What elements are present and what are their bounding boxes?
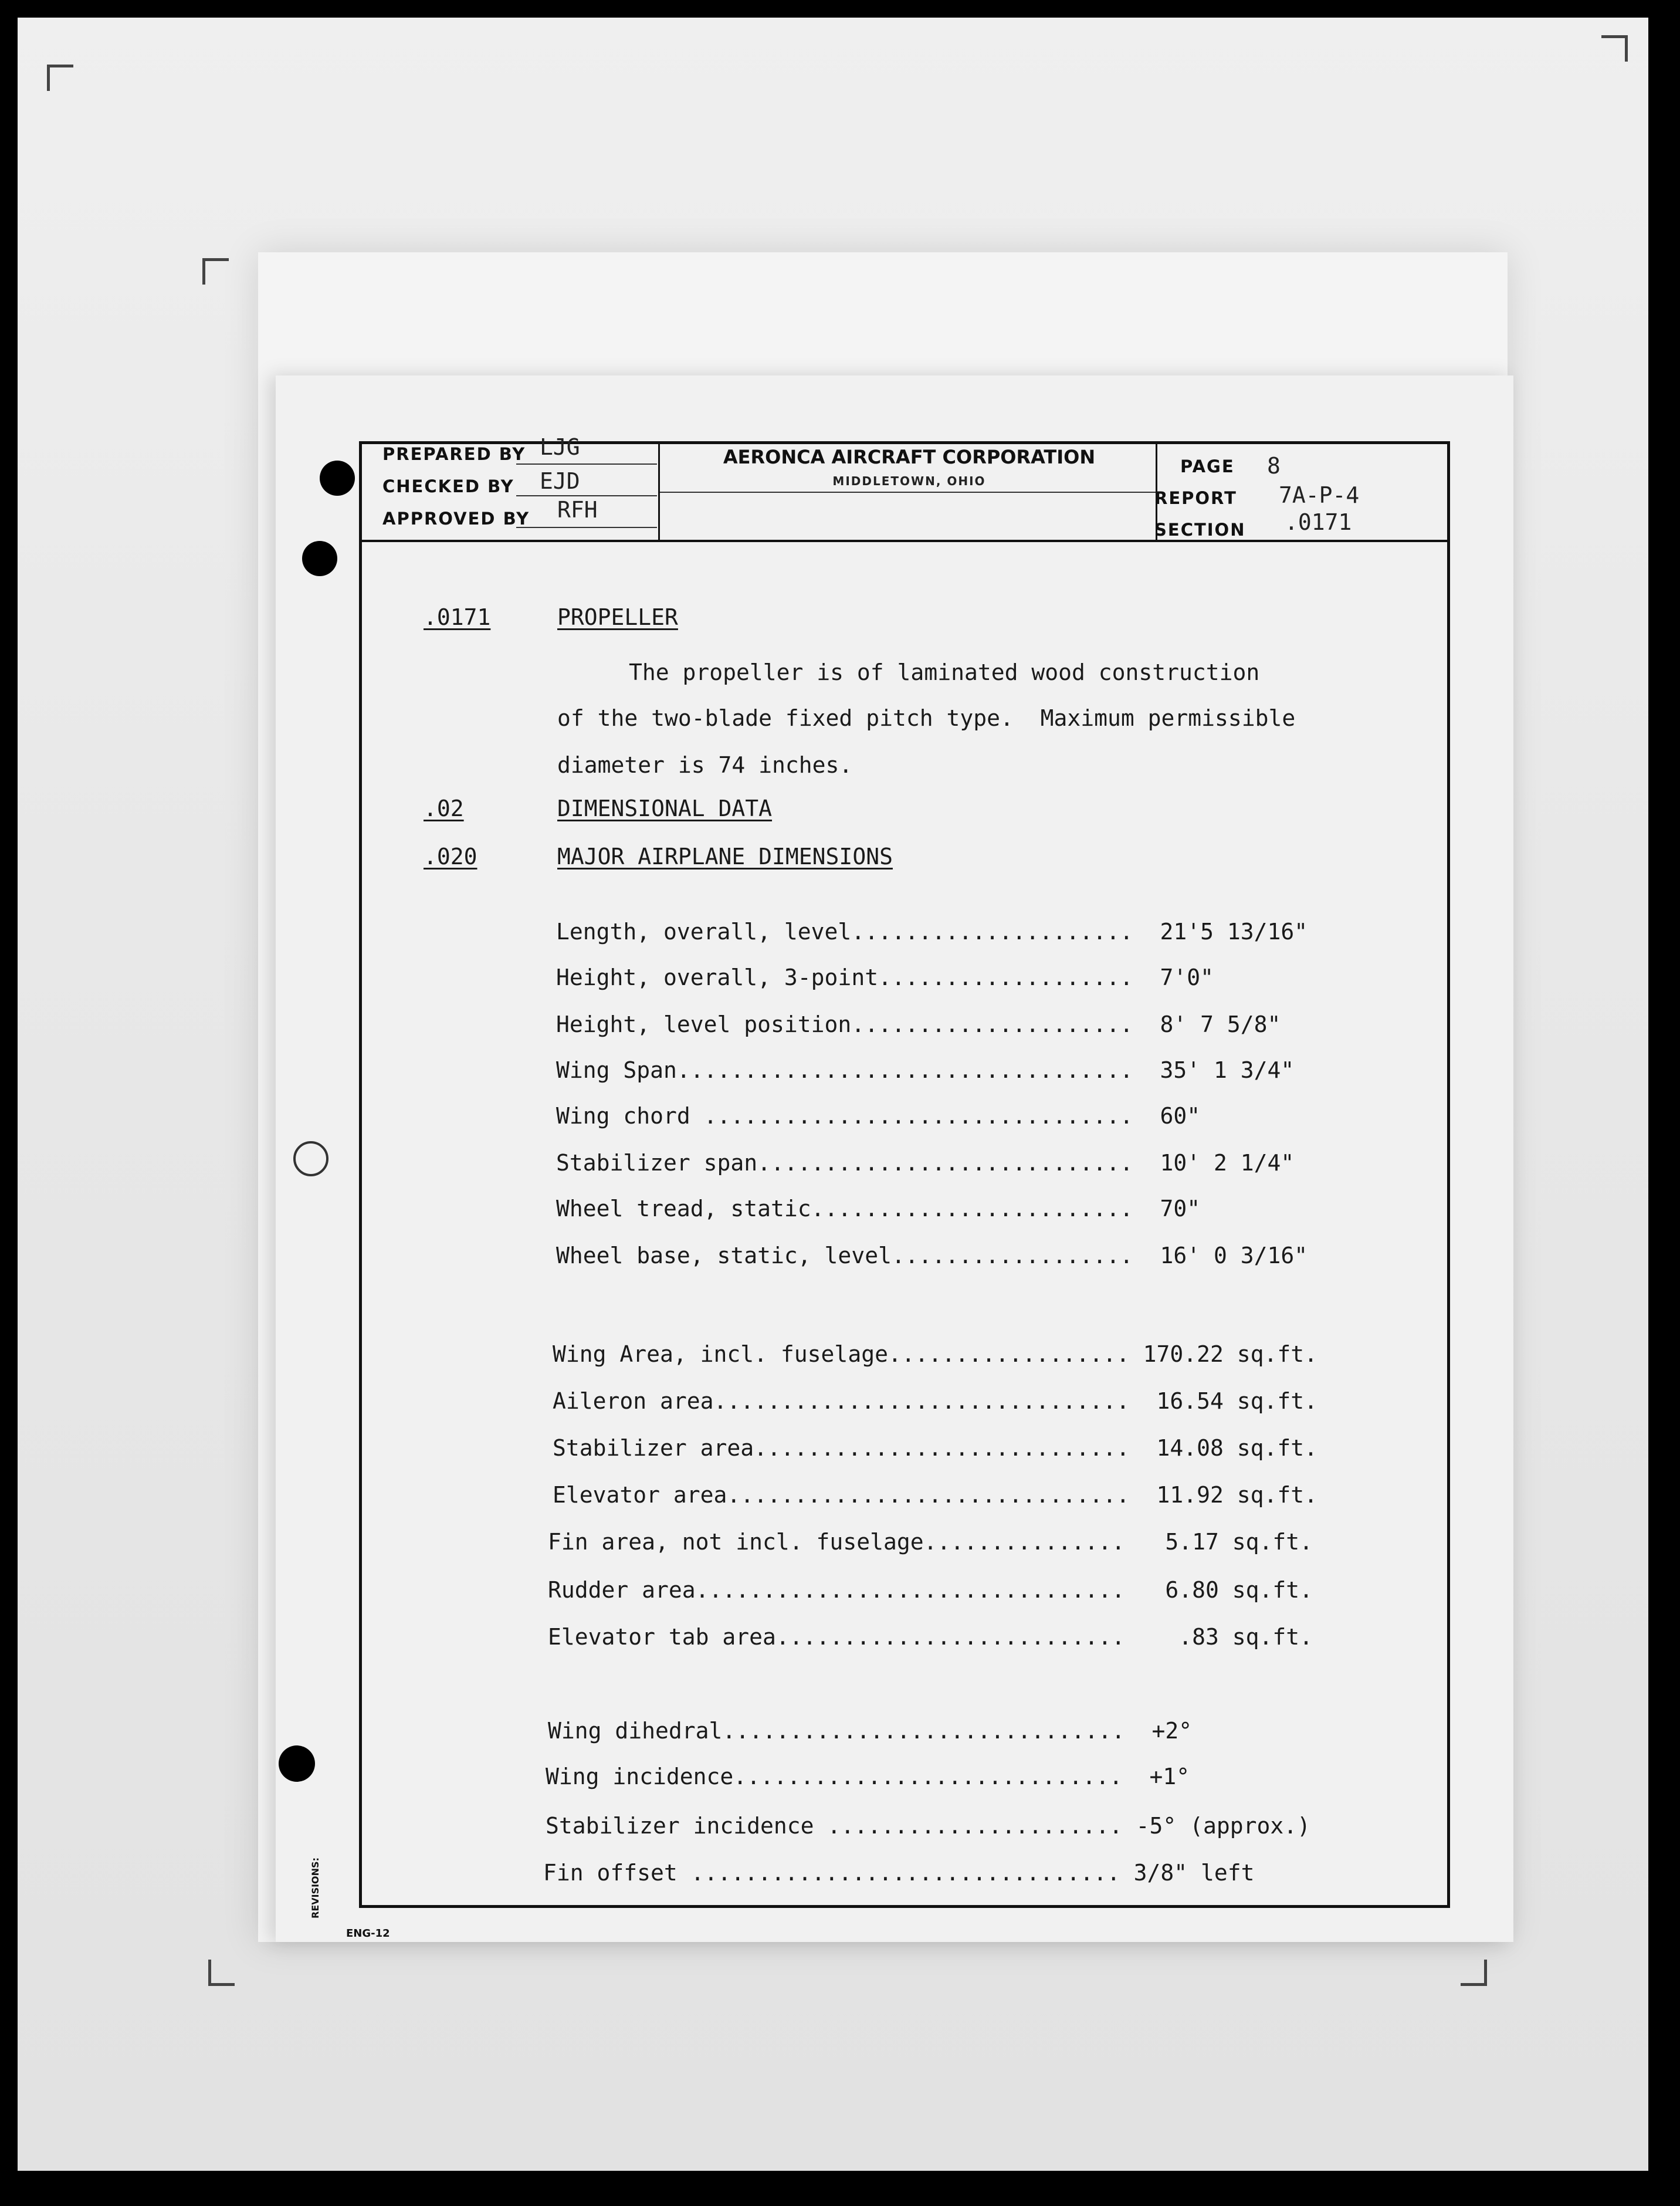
section-title-dimensional: DIMENSIONAL DATA	[557, 796, 773, 821]
page-number: 8	[1267, 453, 1281, 479]
form-number: ENG-12	[346, 1927, 390, 1940]
prepared-by-label: PREPARED BY	[382, 444, 526, 464]
signature-line	[516, 495, 657, 496]
propeller-text-line: of the two-blade fixed pitch type. Maximum permissible	[557, 705, 1296, 731]
corner-mark	[47, 65, 73, 91]
dimension-row: Height, overall, 3-point................... 7'0"	[556, 965, 1214, 990]
area-row: Wing Area, incl. fuselage.................. 170.22 sq.ft.	[553, 1341, 1318, 1367]
section-number-propeller: .0171	[424, 604, 491, 630]
approved-by-value: RFH	[557, 497, 598, 523]
area-row: Elevator area.............................. 11.92 sq.ft.	[553, 1482, 1318, 1508]
area-row: Fin area, not incl. fuselage............... 5.17 sq.ft.	[548, 1529, 1313, 1555]
checked-by-label: CHECKED BY	[382, 476, 514, 496]
signature-line	[516, 463, 657, 465]
area-row: Elevator tab area.......................... .83 sq.ft.	[548, 1624, 1313, 1650]
corner-mark	[208, 1960, 235, 1986]
section-number-dimensional: .02	[424, 796, 464, 821]
corner-mark	[1461, 1960, 1487, 1986]
angle-row: Stabilizer incidence ...................... -5° (approx.)	[546, 1813, 1311, 1839]
dimension-row: Stabilizer span............................ 10' 2 1/4"	[556, 1150, 1295, 1176]
section-number-major: .020	[424, 844, 477, 869]
angle-row: Wing dihedral.............................. +2°	[548, 1718, 1193, 1744]
section-number: .0171	[1285, 509, 1352, 535]
area-row: Stabilizer area............................ 14.08 sq.ft.	[553, 1435, 1318, 1461]
propeller-text-line: diameter is 74 inches.	[557, 752, 853, 778]
header-divider	[658, 441, 660, 541]
area-row: Rudder area................................ 6.80 sq.ft.	[548, 1577, 1313, 1603]
page-label: PAGE	[1180, 456, 1235, 476]
propeller-text-line: The propeller is of laminated wood construction	[629, 659, 1260, 685]
dimension-row: Length, overall, level..................... 21'5 13/16"	[556, 919, 1308, 945]
company-name: AERONCA AIRCRAFT CORPORATION	[723, 446, 1096, 468]
area-row: Aileron area............................... 16.54 sq.ft.	[553, 1388, 1318, 1414]
prepared-by-value: LJG	[540, 434, 580, 460]
dimension-row: Wheel base, static, level.................. 16' 0 3/16"	[556, 1243, 1308, 1268]
dimension-row: Wing Span.................................. 35' 1 3/4"	[556, 1057, 1295, 1083]
dimension-row: Wing chord ................................ 60"	[556, 1103, 1201, 1129]
binder-hole	[293, 1141, 328, 1176]
approved-by-label: APPROVED BY	[382, 509, 530, 529]
header-rule	[660, 492, 1156, 493]
company-location: MIDDLETOWN, OHIO	[832, 474, 986, 488]
checked-by-value: EJD	[540, 468, 580, 494]
dimension-row: Wheel tread, static........................ 70"	[556, 1196, 1201, 1222]
section-title-major: MAJOR AIRPLANE DIMENSIONS	[557, 844, 893, 869]
report-label: REPORT	[1154, 488, 1237, 508]
report-number: 7A-P-4	[1279, 482, 1360, 508]
signature-line	[516, 527, 657, 528]
corner-mark	[202, 258, 229, 285]
binder-hole	[302, 541, 337, 576]
binder-hole	[320, 461, 355, 496]
revisions-label: REVISIONS:	[310, 1857, 321, 1919]
section-label: SECTION	[1154, 520, 1246, 540]
angle-row: Fin offset ................................ 3/8" left	[543, 1860, 1255, 1886]
angle-row: Wing incidence............................. +1°	[546, 1764, 1190, 1789]
binder-hole	[279, 1745, 315, 1782]
header-bottom-rule	[359, 540, 1450, 542]
dimension-row: Height, level position..................... 8' 7 5/8"	[556, 1011, 1281, 1037]
section-title-propeller: PROPELLER	[557, 604, 678, 630]
corner-mark	[1601, 35, 1628, 62]
